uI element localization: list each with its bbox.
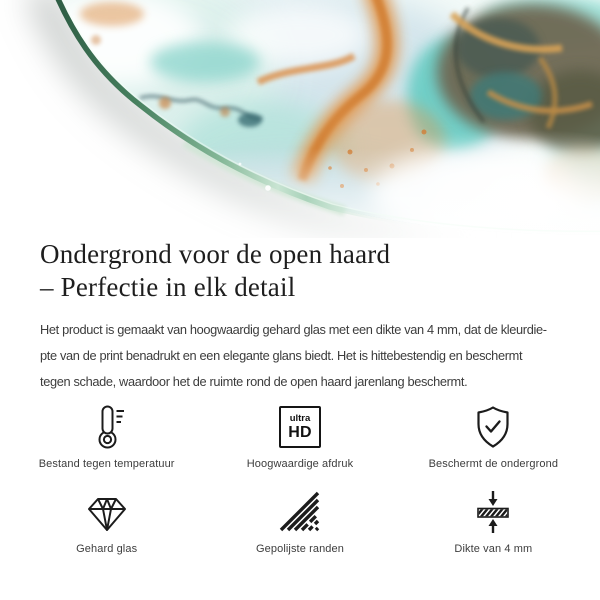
thickness-icon (469, 488, 517, 536)
features-grid (10, 403, 590, 556)
feature-hd-print (203, 403, 396, 471)
ultra-hd-text-bottom: HD (288, 423, 312, 441)
feature-heat-resistant (10, 403, 203, 471)
thermometer-icon (83, 403, 131, 451)
description-line: pte van de print benadrukt en een elegante glans biedt. Het is hittebestendig en beschermt (40, 348, 523, 363)
description-line: tegen schade, waardoor het de ruimte rond de open haard jarenlang beschermt. (40, 374, 468, 389)
polished-edges-icon (276, 488, 324, 536)
feature-label: Gepolijste randen (256, 543, 344, 555)
product-image (0, 0, 600, 238)
feature-polished-edges (203, 488, 396, 556)
page-title-line-1: Ondergrond voor de open haard (40, 239, 391, 269)
description-line: Het product is gemaakt van hoogwaardig gehard glas met een dikte van 4 mm, dat de kleurdie- (40, 322, 547, 337)
ultra-hd-badge (279, 406, 321, 448)
feature-tempered-glass (10, 488, 203, 556)
ultra-hd-icon (279, 403, 321, 451)
feature-protects-floor (397, 403, 590, 471)
feature-thickness (397, 488, 590, 556)
shield-check-icon (469, 403, 517, 451)
ultra-hd-text-top: ultra (289, 412, 311, 424)
feature-label: Bestand tegen temperatuur (38, 458, 175, 470)
diamond-icon (83, 488, 131, 536)
page-title (0, 238, 600, 304)
feature-label: Beschermt de ondergrond (428, 458, 559, 470)
feature-label: Gehard glas (76, 543, 138, 555)
feature-label: Hoogwaardige afdruk (246, 458, 354, 470)
feature-label: Dikte van 4 mm (454, 543, 533, 555)
product-description (40, 317, 560, 395)
glass-marble-visual (0, 0, 600, 238)
page-title-line-2: – Perfectie in elk detail (40, 272, 296, 302)
